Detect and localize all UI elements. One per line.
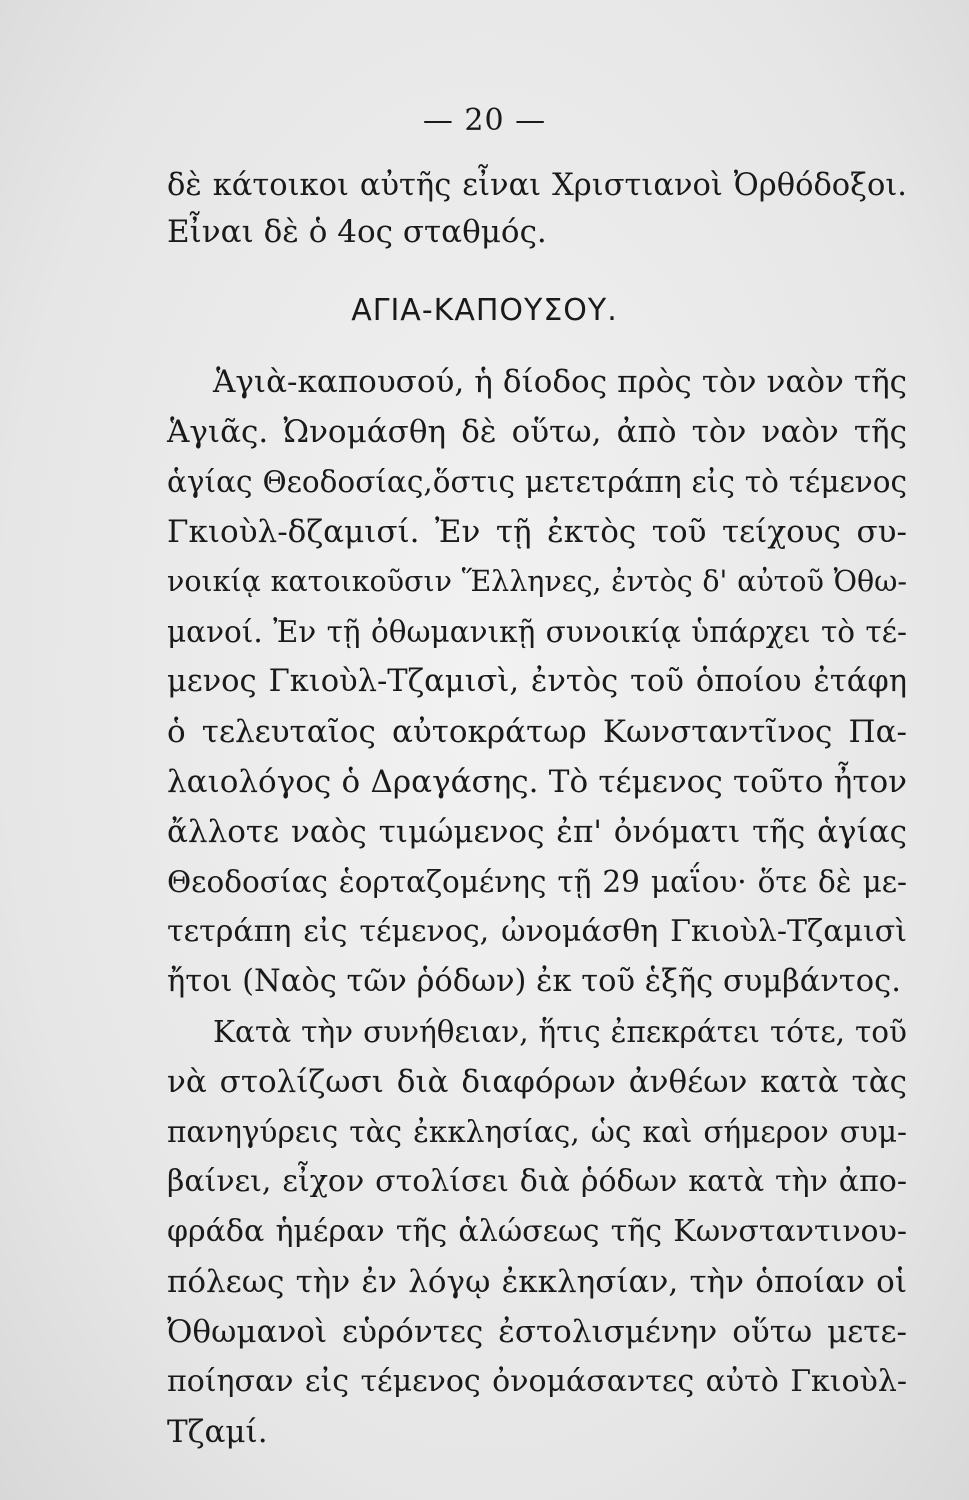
body-line-22: Τζαμί. — [167, 1414, 268, 1450]
body-line-3: ἁγίας Θεοδοσίας,ὅστις μετετράπη εἰς τὸ τέμενος — [167, 465, 907, 499]
body-line-7: μενος Γκιοὺλ-Τζαμισὶ, ἐντὸς τοῦ ὁποίου ἐτάφη — [167, 664, 907, 699]
body-line-12: τετράπη εἰς τέμενος, ὠνομάσθη Γκιοὺλ-Τζαμισὶ — [167, 914, 907, 949]
body-line-10: ἄλλοτε ναὸς τιμώμενος ἐπ' ὀνόματι τῆς ἁγίας — [167, 814, 907, 850]
body-line-11: Θεοδοσίας ἑορταζομένης τῇ 29 μαΐου· ὅτε δὲ με- — [167, 865, 907, 899]
intro-line-2: Εἶναι δὲ ὁ 4ος σταθμός. — [167, 214, 547, 250]
section-heading: ΑΓΙΑ-ΚΑΠΟΥΣΟΥ. — [351, 293, 618, 328]
body-line-21: ποίησαν εἰς τέμενος ὀνομάσαντες αὐτὸ Γκιοὺλ- — [167, 1364, 907, 1399]
body-line-16: πανηγύρεις τὰς ἐκκλησίας, ὡς καὶ σήμερον συμ- — [167, 1115, 907, 1149]
body-line-8: ὁ τελευταῖος αὐτοκράτωρ Κωνσταντῖνος Πα- — [167, 714, 907, 750]
body-line-18: φράδα ἡμέραν τῆς ἁλώσεως τῆς Κωνσταντινου- — [167, 1214, 907, 1249]
body-line-9: λαιολόγος ὁ Δραγάσης. Τὸ τέμενος τοῦτο ἦτον — [167, 764, 907, 800]
body-line-4: Γκιοὺλ-δζαμισί. Ἐν τῇ ἐκτὸς τοῦ τείχους συ- — [167, 514, 907, 550]
body-line-13: ἤτοι (Ναὸς τῶν ῥόδων) ἐκ τοῦ ἑξῆς συμβάντος. — [167, 964, 901, 999]
body-line-6: μανοί. Ἐν τῇ ὀθωμανικῇ συνοικίᾳ ὑπάρχει τὸ τέ- — [167, 615, 907, 649]
body-line-17: βαίνει, εἶχον στολίσει διὰ ῥόδων κατὰ τὴν ἀπο- — [167, 1164, 907, 1199]
page-number: — 20 — — [422, 103, 547, 138]
body-line-2: Ἁγιᾶς. Ὠνομάσθη δὲ οὕτω, ἀπὸ τὸν ναὸν τῆς — [167, 414, 907, 450]
body-line-20: Ὀθωμανοὶ εὑρόντες ἐστολισμένην οὕτω μετε- — [167, 1314, 907, 1350]
body-line-15: νὰ στολίζωσι διὰ διαφόρων ἀνθέων κατὰ τὰς — [167, 1064, 907, 1100]
body-line-14: Κατὰ τὴν συνήθειαν, ἥτις ἐπεκράτει τότε, τοῦ — [213, 1015, 907, 1049]
body-line-19: πόλεως τὴν ἐν λόγῳ ἐκκλησίαν, τὴν ὁποίαν οἱ — [167, 1264, 907, 1300]
body-line-5: νοικίᾳ κατοικοῦσιν Ἕλληνες, ἐντὸς δ' αὐτοῦ Ὀθω- — [167, 565, 907, 598]
intro-line-1: δὲ κάτοικοι αὐτῆς εἶναι Χριστιανοὶ Ὀρθόδοξοι. — [167, 168, 907, 203]
body-line-1: Ἁγιὰ-καπουσού, ἡ δίοδος πρὸς τὸν ναὸν τῆς — [213, 364, 907, 400]
